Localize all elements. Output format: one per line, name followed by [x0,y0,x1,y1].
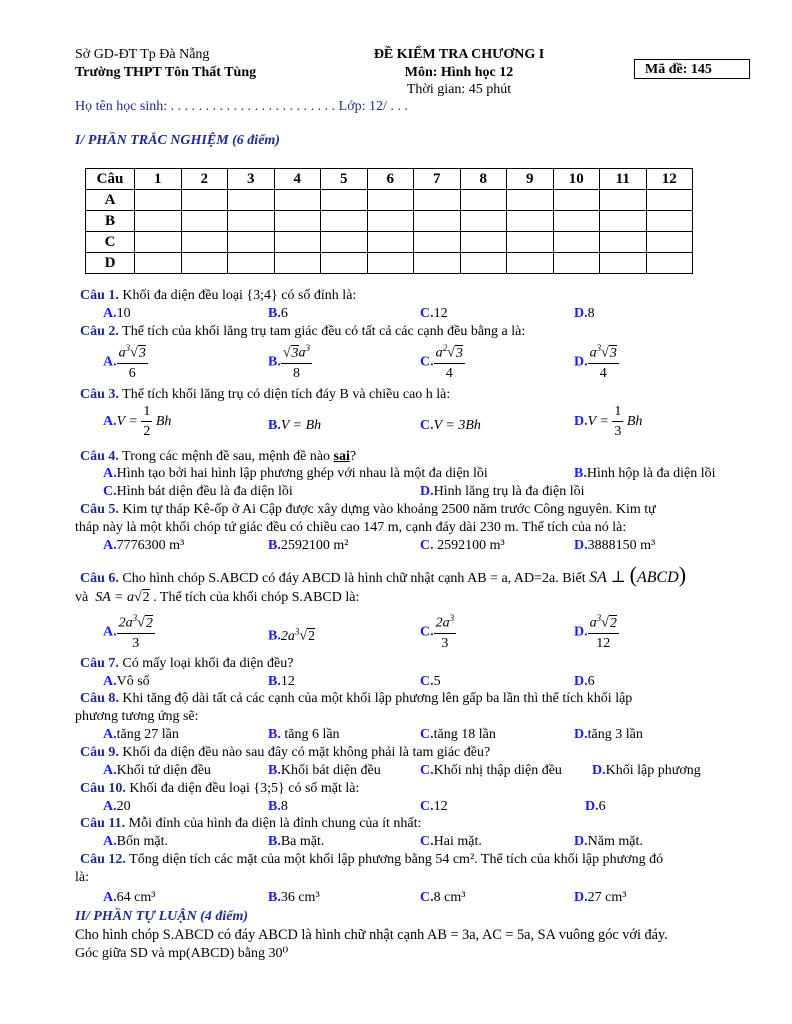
answer-cell[interactable] [600,232,647,253]
q1-option-a[interactable]: A.10 [103,306,131,321]
grid-col-header: 2 [181,169,228,190]
q8-option-a[interactable]: A.tăng 27 lần [103,727,179,742]
answer-cell[interactable] [646,190,693,211]
q3-option-a[interactable]: A.V = $\frac{1}{2}$ Bh [103,404,172,439]
q10-option-a[interactable]: A.20 [103,799,131,814]
question-12: Câu 12. Tổng diện tích các mặt của một khối lập phương bằng 54 cm². Thể tích của khối lập phương đó [80,852,664,867]
q8-option-d[interactable]: D.tăng 3 lần [574,727,643,742]
q6-option-b[interactable]: $B.2a^3√2$ [268,626,316,644]
question-1 [80,288,356,304]
answer-cell[interactable] [507,190,554,211]
question-6: Câu 6. Cho hình chóp S.ABCD có đáy ABCD là hình chữ nhật cạnh AB = a, AD=2a. Biết SA ⊥ (ABCD) [80,562,687,587]
answer-cell[interactable] [228,190,275,211]
exam-time: Thời gian: 45 phút [406,82,512,97]
grid-row-label: C [86,232,135,253]
q12-option-c[interactable]: C.8 cm³ [420,890,466,905]
answer-cell[interactable] [553,190,600,211]
q5-option-b[interactable]: B.2592100 m² [268,538,349,553]
answer-grid [85,168,693,274]
question-6-cont: và SA = a√2 . Thể tích của khối chóp S.ABCD là: [75,590,360,605]
grid-col-header: 7 [414,169,461,190]
grid-col-header: 10 [553,169,600,190]
q4-option-b[interactable]: B.Hình hộp là đa diện lồi [574,466,716,481]
question-label: Câu 1. [80,288,119,303]
q4-option-a[interactable]: A.Hình tạo bởi hai hình lập phương ghép với nhau là một đa diện lồi [103,466,488,481]
answer-cell[interactable] [600,211,647,232]
grid-row-label: A [86,190,135,211]
answer-cell[interactable] [321,232,368,253]
grid-col-header: 1 [135,169,182,190]
question-8-cont: phương tương ứng sẽ: [75,709,199,724]
answer-cell[interactable] [600,190,647,211]
q11-option-a[interactable]: A.Bốn mặt. [103,834,168,849]
q5-option-c[interactable]: C. 2592100 m³ [420,538,505,553]
question-12-cont: là: [75,870,89,885]
q2-option-b[interactable]: B. $\frac{√3a^3}{8}$ [268,343,311,381]
grid-row-label: D [86,253,135,274]
answer-cell[interactable] [460,253,507,274]
q9-option-c[interactable]: C.Khối nhị thập diện đều [420,763,562,778]
question-11: Câu 11. Mỗi đỉnh của hình đa diện là đỉnh chung của ít nhất: [80,816,422,831]
answer-cell[interactable] [553,232,600,253]
q12-option-b[interactable]: B.36 cm³ [268,890,320,905]
q11-option-d[interactable]: D.Năm mặt. [574,834,643,849]
answer-cell[interactable] [414,253,461,274]
answer-cell[interactable] [600,253,647,274]
answer-cell[interactable] [646,211,693,232]
answer-cell[interactable] [367,211,414,232]
answer-cell[interactable] [321,190,368,211]
answer-grid-row-d [86,253,693,274]
answer-grid-header [86,169,693,190]
question-5: Câu 5. Kim tự tháp Kê-ốp ở Ai Cập được xây dựng vào khoảng 2500 năm trước Công nguyên. Kim tự [80,502,656,517]
q8-option-c[interactable]: C.tăng 18 lần [420,727,496,742]
answer-cell[interactable] [367,253,414,274]
q3-option-c[interactable]: C.V = 3Bh [420,418,481,433]
question-2: Câu 2. Thể tích của khối lăng trụ tam giác đều có tất cả các cạnh đều bằng a là: [80,324,526,339]
q3-option-d[interactable]: D.V = $\frac{1}{3}$ Bh [574,404,643,439]
q2-option-c[interactable]: C. $\frac{a^2√3}{4}$ [420,343,463,381]
q7-option-a[interactable]: A.Vô số [103,674,150,689]
question-9: Câu 9. Khối đa diện đều nào sau đây có mặt không phải là tam giác đều? [80,745,491,760]
q6-option-a[interactable]: A. $\frac{2a^3√2}{3}$ [103,613,153,651]
q10-option-b[interactable]: B.8 [268,799,288,814]
answer-grid-row-c [86,232,693,253]
grid-col-header: 5 [321,169,368,190]
grid-corner: Câu [86,169,135,190]
grid-col-header: 12 [646,169,693,190]
section-1-title: I/ PHẦN TRẮC NGHIỆM (6 điểm) [75,133,280,148]
q7-option-c[interactable]: C.5 [420,674,441,689]
q11-option-c[interactable]: C.Hai mặt. [420,834,482,849]
q10-option-d[interactable]: D.6 [585,799,606,814]
dept-name: Sở GD-ĐT Tp Đà Nẵng [75,47,210,62]
q1-option-c[interactable]: C.12 [420,306,448,321]
answer-cell[interactable] [460,232,507,253]
question-10: Câu 10. Khối đa diện đều loại {3;5} có số mặt là: [80,781,360,796]
essay-line-2: Góc giữa SD và mp(ABCD) bằng 30⁰ [75,946,289,961]
answer-cell[interactable] [274,190,321,211]
q5-option-d[interactable]: D.3888150 m³ [574,538,656,553]
q10-option-c[interactable]: C.12 [420,799,448,814]
grid-col-header: 9 [507,169,554,190]
answer-cell[interactable] [507,253,554,274]
answer-cell[interactable] [414,211,461,232]
answer-cell[interactable] [414,232,461,253]
q11-option-b[interactable]: B.Ba mặt. [268,834,325,849]
answer-grid-row-b [86,211,693,232]
question-3: Câu 3. Thể tích khối lăng trụ có diện tích đáy B và chiều cao h là: [80,387,451,402]
answer-grid-row-a [86,190,693,211]
q6-option-d[interactable]: D. $\frac{a^3√2}{12}$ [574,613,617,651]
q4-option-c[interactable]: C.Hình bát diện đều là đa diện lồi [103,484,293,499]
student-info-line: Họ tên học sinh: . . . . . . . . . . . . . . . . . . . . . . . . Lớp: 12/ . . . [75,99,408,114]
answer-cell[interactable] [367,232,414,253]
question-text: Khối đa diện đều loại {3;4} có số đỉnh là: [122,288,357,303]
answer-cell[interactable] [135,211,182,232]
answer-cell[interactable] [274,211,321,232]
answer-cell[interactable] [460,190,507,211]
q3-option-b[interactable]: B.V = Bh [268,418,322,433]
q2-option-d[interactable]: D. $\frac{a^3√3}{4}$ [574,343,617,381]
answer-cell[interactable] [181,253,228,274]
answer-cell[interactable] [228,253,275,274]
q5-option-a[interactable]: A.7776300 m³ [103,538,185,553]
q2-option-a[interactable]: A. $\frac{a^3√3}{6}$ [103,343,146,381]
answer-cell[interactable] [414,190,461,211]
answer-cell[interactable] [507,211,554,232]
answer-cell[interactable] [553,211,600,232]
grid-col-header: 8 [460,169,507,190]
answer-cell[interactable] [274,232,321,253]
question-4: Câu 4. Trong các mệnh đề sau, mệnh đề nào sai? [80,449,357,464]
essay-line-1: Cho hình chóp S.ABCD có đáy ABCD là hình chữ nhật cạnh AB = 3a, AC = 5a, SA vuông góc với đáy. [75,927,668,943]
answer-cell[interactable] [181,190,228,211]
exam-title: ĐỀ KIỂM TRA CHƯƠNG I [373,47,545,62]
q1-option-b[interactable]: B.6 [268,306,288,321]
answer-cell[interactable] [367,190,414,211]
q12-option-d[interactable]: D.27 cm³ [574,890,627,905]
question-8: Câu 8. Khi tăng độ dài tất cả các cạnh của một khối lập phương lên gấp ba lần thì thể tích khối lập [80,691,633,706]
answer-cell[interactable] [274,253,321,274]
question-7: Câu 7. Có mấy loại khối đa diện đều? [80,656,294,671]
answer-cell[interactable] [135,232,182,253]
q9-option-b[interactable]: B.Khối bát diện đều [268,763,381,778]
grid-col-header: 3 [228,169,275,190]
grid-row-label: B [86,211,135,232]
answer-cell[interactable] [460,211,507,232]
q9-option-d[interactable]: D.Khối lập phương [592,763,701,778]
answer-cell[interactable] [646,232,693,253]
q4-option-d[interactable]: D.Hình lăng trụ là đa điện lồi [420,484,585,499]
answer-cell[interactable] [321,253,368,274]
grid-col-header: 11 [600,169,647,190]
q9-option-a[interactable]: A.Khối tứ diện đều [103,763,211,778]
answer-cell[interactable] [553,253,600,274]
answer-cell[interactable] [135,253,182,274]
answer-cell[interactable] [321,211,368,232]
answer-cell[interactable] [135,190,182,211]
exam-subject: Môn: Hình học 12 [404,65,514,80]
q6-option-c[interactable]: C. $\frac{2a^3}{3}$ [420,613,455,651]
q7-option-d[interactable]: D.6 [574,674,595,689]
answer-cell[interactable] [646,253,693,274]
answer-cell[interactable] [228,232,275,253]
q12-option-a[interactable]: A.64 cm³ [103,890,156,905]
q1-option-d[interactable]: D.8 [574,306,595,321]
answer-cell[interactable] [507,232,554,253]
school-name: Trường THPT Tôn Thất Tùng [75,65,257,80]
answer-cell[interactable] [181,211,228,232]
question-5-cont: tháp này là một khối chóp tứ giác đều có chiều cao 147 m, cạnh đáy dài 230 m. Thể tích của nó là: [75,520,627,535]
exam-code-box: Mã đề: 145 [634,59,750,79]
grid-col-header: 4 [274,169,321,190]
q8-option-b[interactable]: B. tăng 6 lần [268,727,340,742]
answer-cell[interactable] [228,211,275,232]
q7-option-b[interactable]: B.12 [268,674,295,689]
section-2-title: II/ PHẦN TỰ LUẬN (4 điểm) [75,909,249,924]
answer-cell[interactable] [181,232,228,253]
grid-col-header: 6 [367,169,414,190]
